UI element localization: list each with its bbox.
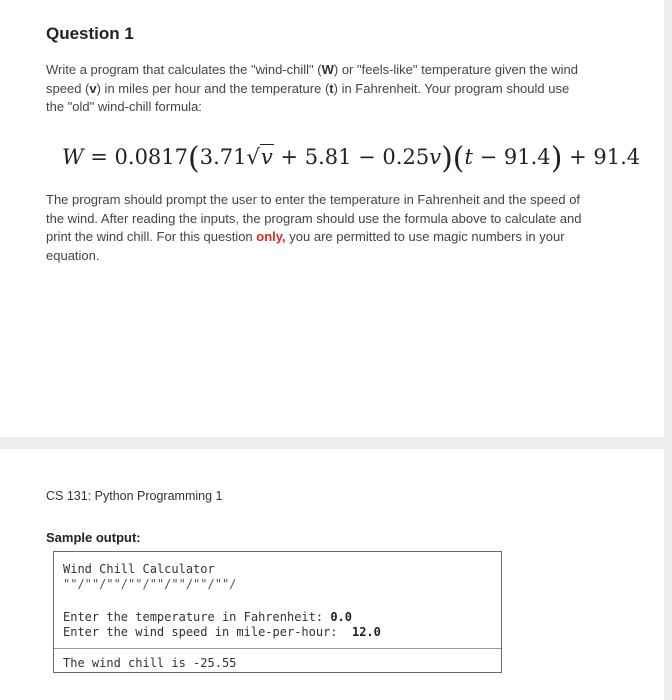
wind-speed-value: 12.0 [351,625,381,639]
var-w: W [321,62,334,77]
output-line-divider: ""/""/""/""/""/""/""/""/ [63,577,237,591]
var-t: t [329,80,334,96]
output-line-temperature: Enter the temperature in Fahrenheit: 0.0 [63,610,352,624]
temperature-value: 0.0 [330,610,352,624]
question-instructions: The program should prompt the user to enter the temperature in Fahrenheit and the speed of the wind. After reading the inputs, the program should use the formula above to calculate and print the wind chill. For this question only, you are permitted to use magic numbers in your equation. [46,192,582,263]
sample-output-box [53,551,502,673]
sample-output-label: Sample output: [46,530,141,545]
emphasis-only: only, [256,229,286,244]
square-root: √v [246,145,273,169]
output-line-result: The wind chill is -25.55 [63,656,237,670]
output-line-title: Wind Chill Calculator [63,562,215,576]
output-line-wind-speed: Enter the wind speed in mile-per-hour: 12.0 [63,625,381,639]
question-description: Write a program that calculates the "wind-chill" (W) or "feels-like" temperature given the wind speed (v) in miles per hour and the temperature (t) in Fahrenheit. Your program should use the "old" wind-chill formula: [46,62,578,114]
var-v: v [89,80,97,96]
course-label: CS 131: Python Programming 1 [46,489,223,503]
question-title: Question 1 [46,24,134,43]
output-divider-rule [54,648,501,649]
wind-chill-formula: W = 0.0817(3.71√v + 5.81 − 0.25v)(t − 91.4) + 91.4 [62,141,641,176]
